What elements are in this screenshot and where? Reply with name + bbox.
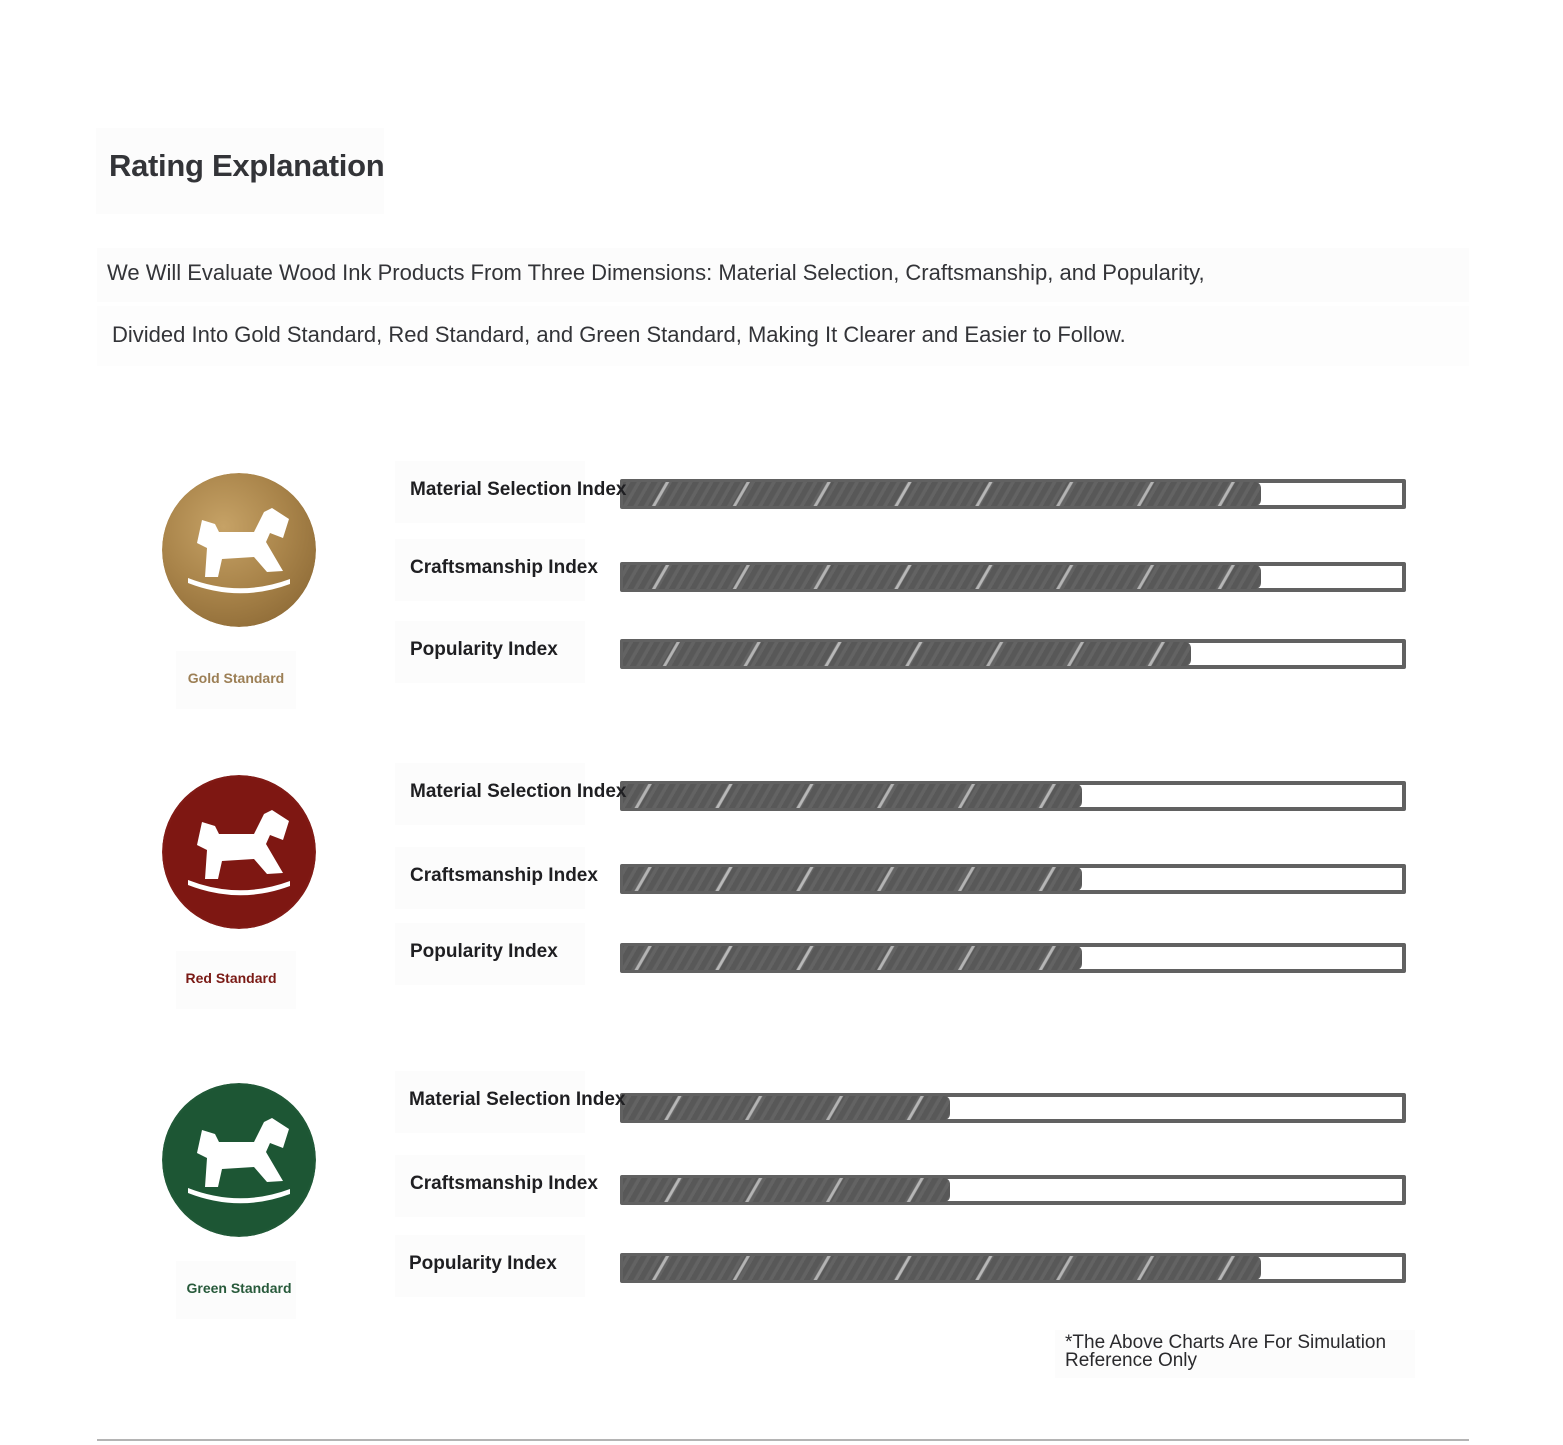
gold-badge (162, 473, 316, 627)
index-label: Material Selection Index (410, 781, 627, 802)
badge-label: Green Standard (186, 1280, 292, 1296)
standard-red (0, 775, 1563, 1035)
badge-label-box (176, 651, 296, 709)
rocking-horse-icon (162, 473, 316, 627)
badge-label-box (176, 951, 296, 1009)
index-bar-fill (623, 1096, 950, 1120)
rocking-horse-icon (162, 1083, 316, 1237)
standard-gold (0, 473, 1563, 733)
page-title: Rating Explanation (109, 148, 385, 183)
index-label: Material Selection Index (410, 479, 627, 500)
rocking-horse-icon (162, 775, 316, 929)
index-bar-fill (623, 867, 1082, 891)
index-bar (620, 1175, 1406, 1205)
badge-label: Gold Standard (187, 670, 285, 686)
index-bar-fill (623, 946, 1082, 970)
index-bar (620, 639, 1406, 669)
intro-text-line-2: Divided Into Gold Standard, Red Standard, and Green Standard, Making It Clearer and Easier to Follow. (97, 306, 1469, 366)
index-label: Craftsmanship Index (410, 865, 598, 886)
badge-label: Red Standard (185, 970, 277, 986)
index-label: Popularity Index (409, 1253, 557, 1274)
badge-label-box (176, 1261, 296, 1319)
row-label-box (395, 763, 627, 825)
index-bar-fill (623, 784, 1082, 808)
row-label-box (395, 461, 627, 523)
index-label: Popularity Index (410, 639, 558, 660)
standard-green (0, 1083, 1563, 1343)
footnote-box (1055, 1330, 1415, 1378)
index-bar (620, 562, 1406, 592)
index-bar-fill (623, 482, 1261, 506)
row-label-box (395, 539, 598, 601)
row-label-box (395, 1235, 585, 1297)
green-badge (162, 1083, 316, 1237)
index-bar (620, 943, 1406, 973)
index-bar (620, 781, 1406, 811)
title-box (96, 128, 384, 214)
row-label-box (395, 847, 598, 909)
row-label-box (395, 1071, 626, 1133)
index-label: Popularity Index (410, 941, 558, 962)
row-label-box (395, 1155, 598, 1217)
index-bar-fill (623, 642, 1191, 666)
index-bar (620, 864, 1406, 894)
index-bar-fill (623, 565, 1261, 589)
index-bar-fill (623, 1256, 1261, 1280)
index-label: Material Selection Index (409, 1089, 626, 1110)
row-label-box (395, 621, 585, 683)
index-bar (620, 1253, 1406, 1283)
intro-text-line-1: We Will Evaluate Wood Ink Products From Three Dimensions: Material Selection, Craftsmanship, and Popularity, (97, 248, 1469, 302)
index-label: Craftsmanship Index (410, 1173, 598, 1194)
bottom-divider (97, 1439, 1469, 1441)
row-label-box (395, 923, 585, 985)
index-bar (620, 479, 1406, 509)
index-label: Craftsmanship Index (410, 557, 598, 578)
index-bar-fill (623, 1178, 950, 1202)
red-badge (162, 775, 316, 929)
index-bar (620, 1093, 1406, 1123)
footnote: *The Above Charts Are For Simulation Reference Only (1065, 1332, 1387, 1371)
